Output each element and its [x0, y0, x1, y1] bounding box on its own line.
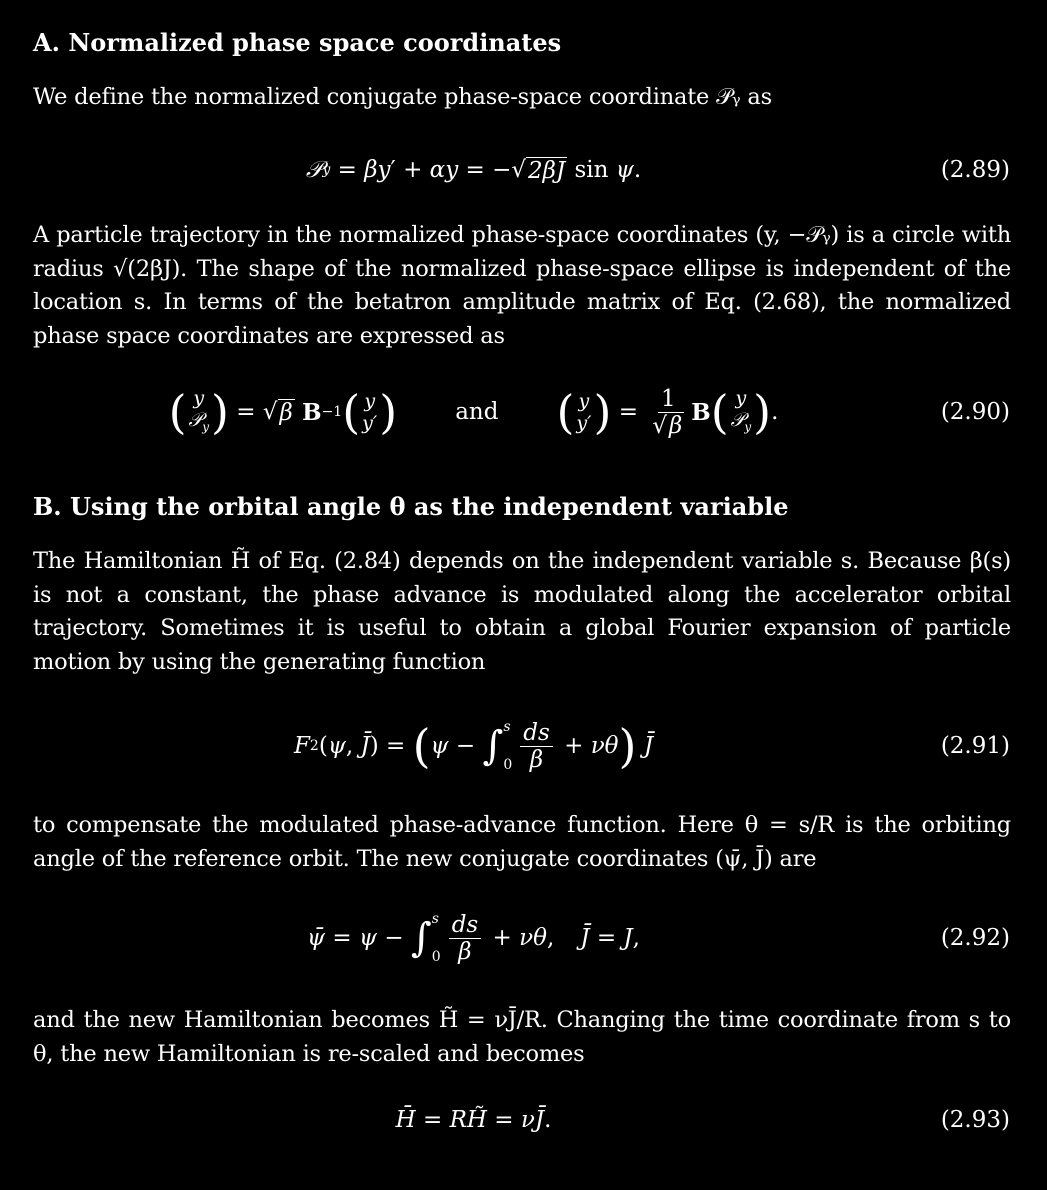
equation-2-89: [0, 140, 1047, 200]
section-b-paragraph-1: The Hamiltonian H̃ of Eq. (2.84) depends on the independent variable s. Because β(s) is not a constant, the phase advance is modulated along the accelerator orbital trajectory. Sometimes it is useful to obtain a global Fourier expansion of particle motion by using the generating function: [33, 548, 1011, 676]
equation-2-92-number: (2.92): [940, 925, 1010, 951]
equation-2-89-number: (2.89): [940, 157, 1010, 183]
section-b-heading: B. Using the orbital angle θ as the independent variable: [33, 492, 789, 521]
equation-2-90: [0, 382, 1047, 442]
equation-2-93-body: H̄ = RH̃ = νJ̄ .: [395, 1107, 552, 1133]
equation-2-90-body: ( y 𝒫$_y$ ) = √ β B −1 ( y y′ ) and ( y y′ ) = $\frac{1}{√\beta}$ B ( y 𝒫$_y$ ) .: [168, 385, 779, 439]
equation-2-92: [0, 908, 1047, 968]
equation-2-90-and: and: [455, 399, 499, 425]
equation-2-93: [0, 1090, 1047, 1150]
equation-2-91: [0, 716, 1047, 776]
equation-2-90-number: (2.90): [940, 399, 1010, 425]
section-b-paragraph-2: to compensate the modulated phase-advance function. Here θ = s/R is the orbiting angle of the reference orbit. The new conjugate coordinates (ψ̄, J̄) are: [33, 812, 1011, 872]
section-b-paragraph-3: and the new Hamiltonian becomes H̃ = νJ̄/R. Changing the time coordinate from s to θ, the new Hamiltonian is re-scaled and becomes: [33, 1007, 1011, 1067]
section-a-paragraph-2: A particle trajectory in the normalized phase-space coordinates (y, −𝒫ᵧ) is a circle with radius √(2βJ). The shape of the normalized phase-space ellipse is independent of the location s. In terms of the betatron amplitude matrix of Eq. (2.68), the normalized phase space coordinates are expressed as: [33, 222, 1011, 350]
equation-2-91-number: (2.91): [940, 733, 1010, 759]
section-a-paragraph-1: We define the normalized conjugate phase-space coordinate 𝒫ᵧ as: [33, 84, 772, 110]
equation-2-89-body: 𝒫 y = βy ′ + αy = −√ 2βJ sin ψ .: [305, 157, 642, 184]
equation-2-91-body: F 2 ( ψ , J̄ ) = ( ψ − ∫ s 0 $\frac{ds}{\beta}$ + νθ ) J̄: [293, 719, 654, 773]
section-a-heading: A. Normalized phase space coordinates: [33, 28, 562, 57]
equation-2-93-number: (2.93): [940, 1107, 1010, 1133]
equation-2-92-body: ψ̄ = ψ − ∫ s 0 $\frac{ds}{\beta}$ + νθ , J̄ = J ,: [307, 911, 640, 965]
